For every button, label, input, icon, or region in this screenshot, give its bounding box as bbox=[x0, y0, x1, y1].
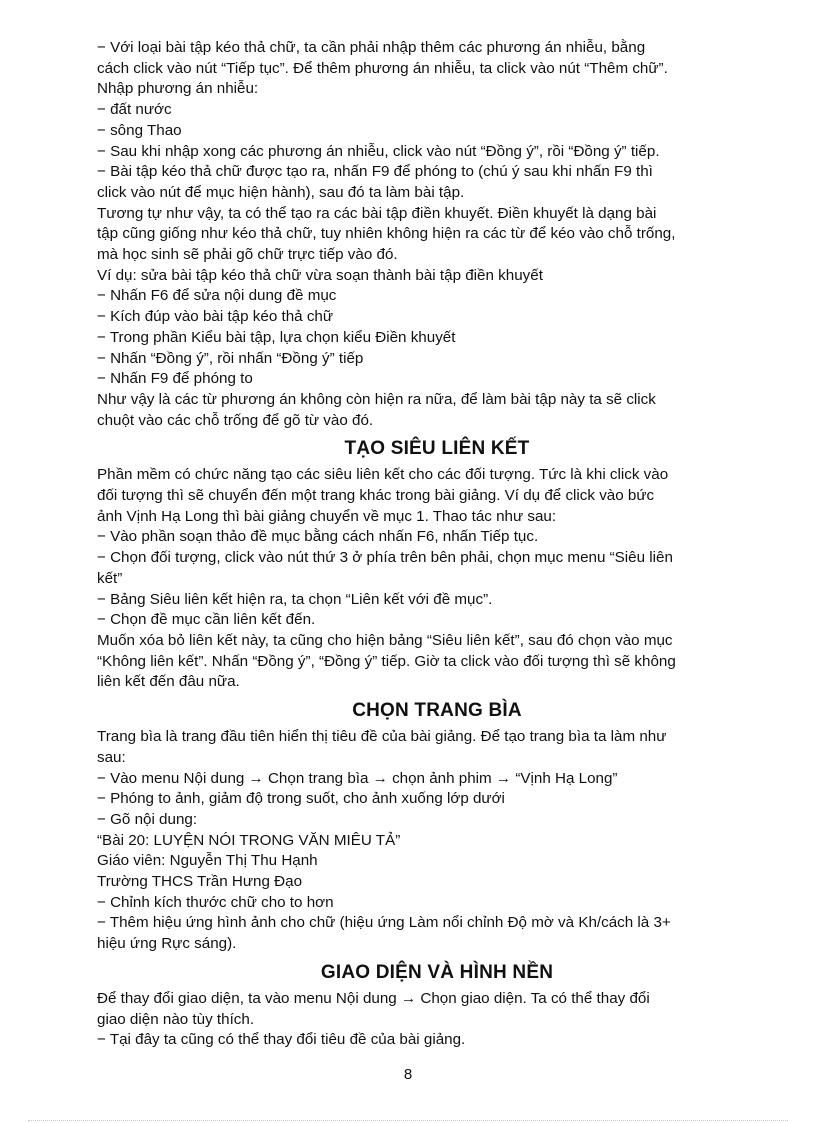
text-line: ảnh Vịnh Hạ Long thì bài giảng chuyển về mục 1. Thao tác như sau: bbox=[97, 507, 557, 525]
text-line: Giáo viên: Nguyễn Thị Thu Hạnh bbox=[97, 852, 318, 870]
text-line: − Nhấn F6 để sửa nội dung đề mục bbox=[97, 287, 337, 305]
text-line: − đất nước bbox=[97, 101, 172, 119]
text-line: click vào nút để mục hiện hành), sau đó ta làm bài tập. bbox=[97, 183, 465, 201]
text-line: Tương tự như vậy, ta có thể tạo ra các bài tập điền khuyết. Điền khuyết là dạng bài bbox=[97, 204, 657, 222]
text-line: − Sau khi nhập xong các phương án nhiễu, click vào nút “Đồng ý”, rồi “Đồng ý” tiếp. bbox=[97, 142, 660, 160]
text-line: − Chỉnh kích thước chữ cho to hơn bbox=[97, 893, 334, 911]
text-line: − sông Thao bbox=[97, 121, 182, 139]
text-line: liên kết đến đâu nữa. bbox=[97, 673, 240, 691]
section-heading: TẠO SIÊU LIÊN KẾT bbox=[344, 438, 530, 460]
text-line: đối tượng thì sẽ chuyển đến một trang khác trong bài giảng. Ví dụ để click vào bức bbox=[97, 487, 655, 505]
text-line: Nhập phương án nhiễu: bbox=[97, 80, 259, 98]
text-line: − Gõ nội dung: bbox=[97, 810, 198, 828]
text-line: − Thêm hiệu ứng hình ảnh cho chữ (hiệu ứng Làm nổi chỉnh Độ mờ và Kh/cách là 3+ bbox=[97, 914, 671, 932]
text-line: mà học sinh sẽ phải gõ chữ trực tiếp vào đó. bbox=[97, 246, 398, 264]
document-section bbox=[97, 955, 777, 1051]
text-line: sau: bbox=[97, 748, 126, 766]
section-body bbox=[97, 989, 777, 1051]
section-body bbox=[97, 38, 777, 431]
text-line: kết” bbox=[97, 569, 123, 587]
footer-rule bbox=[28, 1120, 788, 1121]
text-line: Trang bìa là trang đầu tiên hiển thị tiêu đề của bài giảng. Để tạo trang bìa ta làm như bbox=[97, 728, 667, 746]
section-body bbox=[97, 727, 777, 955]
text-line: − Vào phần soạn thảo đề mục bằng cách nhấn F6, nhấn Tiếp tục. bbox=[97, 528, 539, 546]
text-line: − Bài tập kéo thả chữ được tạo ra, nhấn F9 để phóng to (chú ý sau khi nhấn F9 thì bbox=[97, 163, 653, 181]
text-line: − Với loại bài tập kéo thả chữ, ta cần phải nhập thêm các phương án nhiễu, bằng bbox=[97, 39, 646, 56]
text-line: − Kích đúp vào bài tập kéo thả chữ bbox=[97, 308, 334, 326]
text-line: − Tại đây ta cũng có thể thay đổi tiêu đề của bài giảng. bbox=[97, 1031, 466, 1049]
text-line: “Không liên kết”. Nhấn “Đồng ý”, “Đồng ý” tiếp. Giờ ta click vào đối tượng thì sẽ không bbox=[97, 652, 676, 670]
text-line: chuột vào các chỗ trống để gõ từ vào đó. bbox=[97, 411, 374, 429]
text-line: Ví dụ: sửa bài tập kéo thả chữ vừa soạn thành bài tập điền khuyết bbox=[97, 266, 543, 284]
document-section bbox=[97, 431, 777, 693]
section-body bbox=[97, 465, 777, 693]
document-page bbox=[97, 38, 777, 1051]
text-line: − Bảng Siêu liên kết hiện ra, ta chọn “Liên kết với đề mục”. bbox=[97, 590, 493, 608]
text-line: Để thay đổi giao diện, ta vào menu Nội dung → Chọn giao diện. Ta có thể thay đổi bbox=[97, 989, 650, 1007]
text-line: tập cũng giống như kéo thả chữ, tuy nhiên không hiện ra các từ để kéo vào chỗ trống, bbox=[97, 225, 676, 243]
text-line: − Vào menu Nội dung → Chọn trang bìa → chọn ảnh phim → “Vịnh Hạ Long” bbox=[97, 769, 618, 787]
text-line: “Bài 20: LUYỆN NÓI TRONG VĂN MIÊU TẢ” bbox=[97, 831, 401, 849]
text-line: Như vậy là các từ phương án không còn hiện ra nữa, để làm bài tập này ta sẽ click bbox=[97, 390, 656, 408]
document-section bbox=[97, 38, 777, 431]
text-line: − Nhấn F9 để phóng to bbox=[97, 370, 253, 388]
text-line: Muốn xóa bỏ liên kết này, ta cũng cho hiện bảng “Siêu liên kết”, sau đó chọn vào mục bbox=[97, 631, 673, 649]
text-line: Phần mềm có chức năng tạo các siêu liên kết cho các đối tượng. Tức là khi click vào bbox=[97, 466, 669, 484]
text-line: giao diện nào tùy thích. bbox=[97, 1010, 255, 1028]
text-line: − Chọn đề mục cần liên kết đến. bbox=[97, 611, 316, 629]
text-line: − Trong phần Kiểu bài tập, lựa chọn kiểu Điền khuyết bbox=[97, 328, 456, 346]
text-line: cách click vào nút “Tiếp tục”. Để thêm phương án nhiễu, ta click vào nút “Thêm chữ”. bbox=[97, 59, 668, 77]
page-number: 8 bbox=[403, 1066, 413, 1083]
document-section bbox=[97, 693, 777, 955]
text-line: hiệu ứng Rực sáng). bbox=[97, 935, 237, 953]
text-line: Trường THCS Trần Hưng Đạo bbox=[97, 873, 303, 891]
text-line: − Nhấn “Đồng ý”, rồi nhấn “Đồng ý” tiếp bbox=[97, 349, 364, 367]
section-heading: GIAO DIỆN VÀ HÌNH NỀN bbox=[320, 961, 554, 983]
text-line: − Chọn đối tượng, click vào nút thứ 3 ở phía trên bên phải, chọn mục menu “Siêu liên bbox=[97, 549, 673, 567]
text-line: − Phóng to ảnh, giảm độ trong suốt, cho ảnh xuống lớp dưới bbox=[97, 790, 505, 808]
section-heading: CHỌN TRANG BÌA bbox=[352, 700, 522, 722]
